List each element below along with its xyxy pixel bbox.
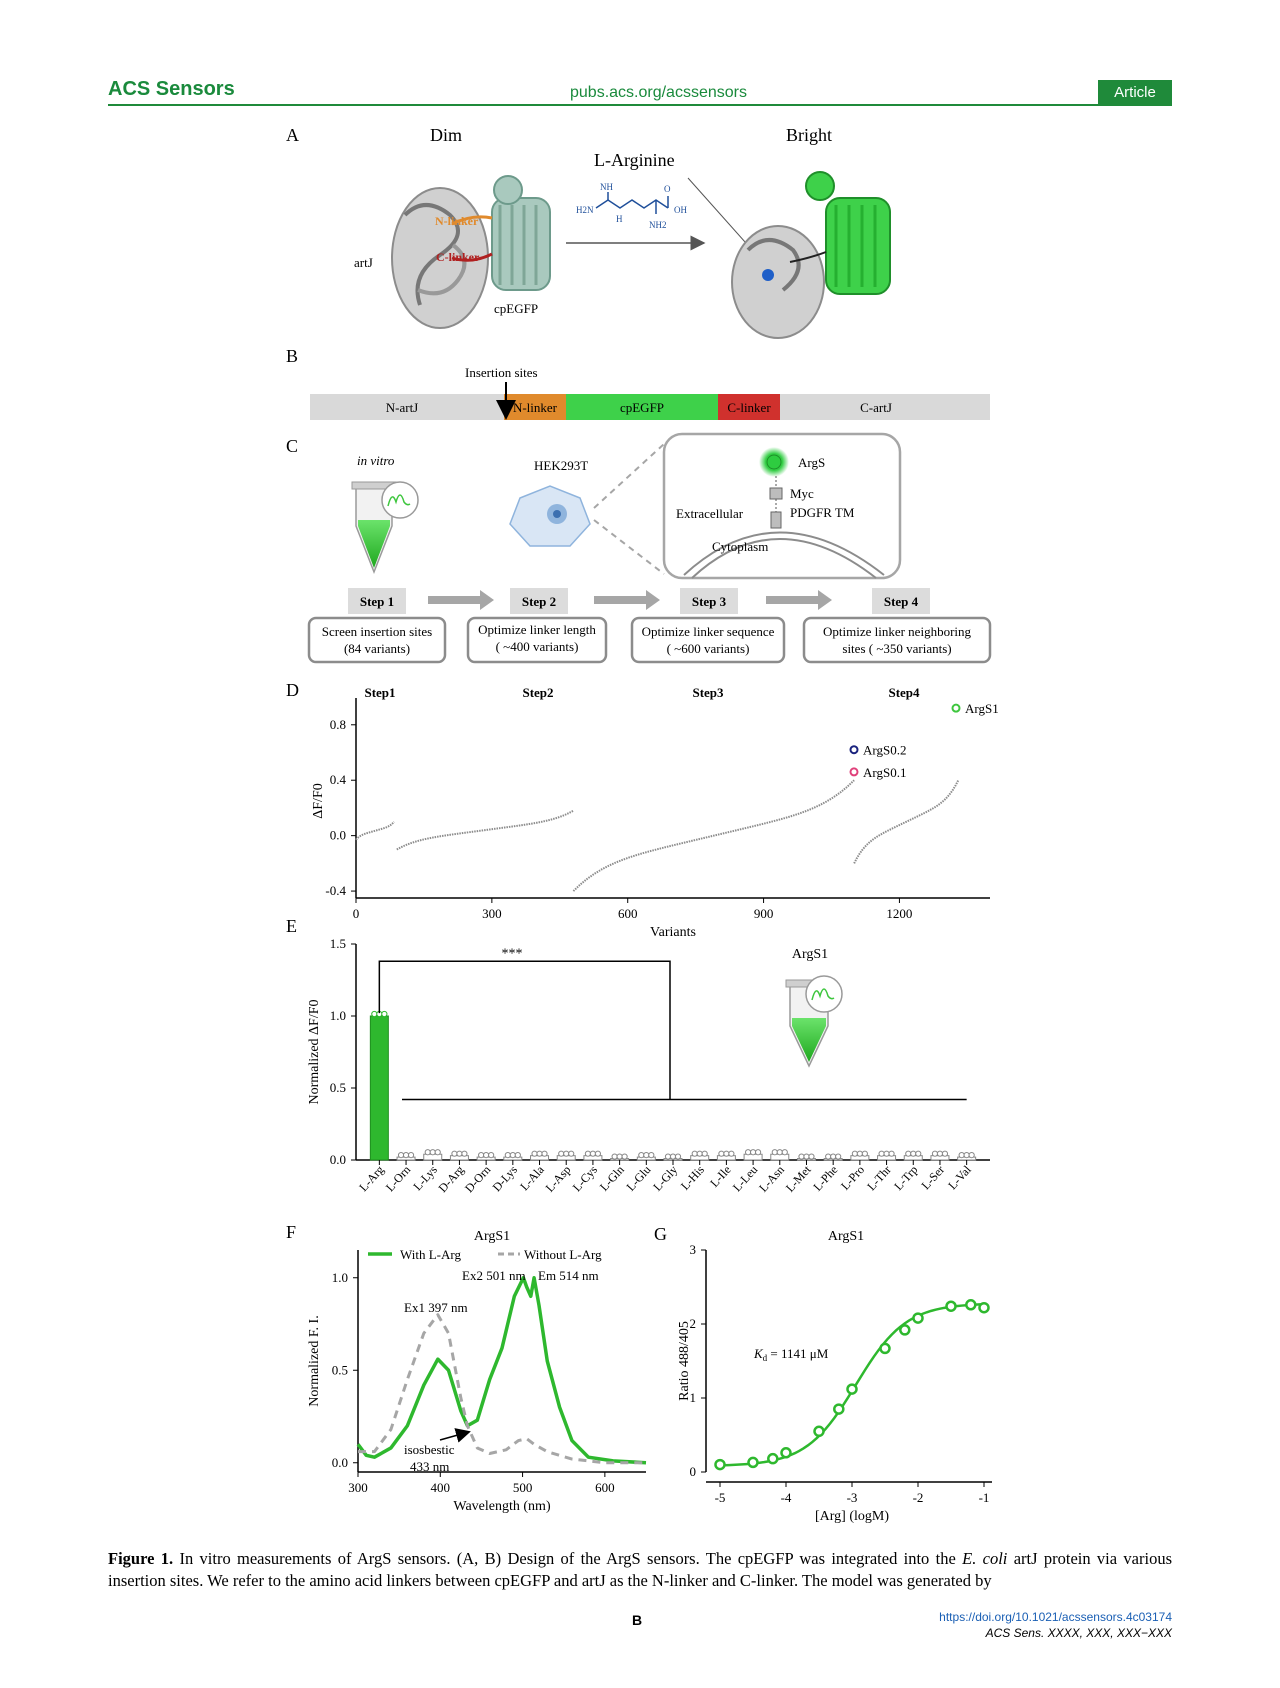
- mol-h: H: [616, 214, 623, 224]
- step-1-text-1: Screen insertion sites: [321, 624, 433, 639]
- e-replicate-point: [884, 1151, 889, 1156]
- e-replicate-point: [942, 1151, 947, 1156]
- e-category-label: L-Arg: [356, 1162, 387, 1195]
- g-data-point: [881, 1344, 890, 1353]
- panel-letter-c: C: [286, 436, 299, 456]
- d-highlight-label: ArgS1: [965, 701, 999, 717]
- myc-tag-icon: [770, 488, 782, 499]
- e-category-label: L-Gln: [596, 1162, 627, 1194]
- mol-nh: NH: [600, 182, 613, 192]
- d-x-tick-label: 900: [753, 906, 774, 921]
- n-linker-label: N-linker: [435, 214, 479, 228]
- d-highlight-marker: [851, 746, 858, 753]
- e-replicate-point: [532, 1151, 537, 1156]
- e-replicate-point: [916, 1151, 921, 1156]
- e-replicate-point: [782, 1150, 787, 1155]
- panel-b: [286, 346, 990, 420]
- e-replicate-point: [879, 1151, 884, 1156]
- cytoplasm-label: Cytoplasm: [712, 539, 769, 554]
- mol-o: O: [664, 184, 671, 194]
- e-y-tick-label: 1.0: [329, 1008, 346, 1023]
- e-y-tick-label: 0.0: [329, 1152, 346, 1167]
- caption-label: Figure 1.: [108, 1549, 174, 1568]
- g-x-tick-label: -4: [780, 1490, 792, 1505]
- e-category-label: D-Orn: [461, 1162, 494, 1196]
- journal-name: ACS Sensors: [108, 78, 235, 100]
- e-replicate-point: [889, 1151, 894, 1156]
- mol-nh2: NH2: [649, 220, 667, 230]
- g-data-point: [966, 1300, 975, 1309]
- g-data-point: [900, 1325, 909, 1334]
- e-replicate-point: [457, 1151, 462, 1156]
- tube-icon-e: [786, 976, 842, 1066]
- e-replicate-point: [372, 1011, 377, 1016]
- step-arrow-1: [428, 590, 494, 610]
- e-replicate-point: [719, 1151, 724, 1156]
- e-category-label: L-Met: [782, 1162, 814, 1195]
- f-x-tick-label: 500: [512, 1480, 533, 1495]
- panel-letter-e: E: [286, 916, 297, 936]
- e-replicate-point: [932, 1151, 937, 1156]
- in-vitro-label: in vitro: [357, 453, 395, 468]
- step-2-label: Step 2: [521, 594, 557, 609]
- g-y-tick-label: 3: [689, 1242, 696, 1257]
- caption-text-2: artJ protein via various insertion sites. We refer to the amino acid linkers between cpEGFP and artJ as the N-linker and C-linker. The model was generated by: [108, 1549, 1172, 1590]
- d-highlight-marker: [851, 768, 858, 775]
- g-x-tick-label: -1: [978, 1490, 990, 1505]
- g-y-axis-label: Ratio 488/405: [677, 1321, 692, 1401]
- c-linker-label: C-linker: [436, 250, 480, 264]
- e-replicate-point: [595, 1151, 600, 1156]
- e-replicate-point: [665, 1154, 670, 1159]
- e-replicate-point: [622, 1154, 627, 1159]
- tube-icon: [352, 482, 418, 572]
- e-replicate-point: [959, 1153, 964, 1158]
- e-replicate-point: [831, 1154, 836, 1159]
- e-replicate-point: [612, 1154, 617, 1159]
- step-4-label: Step 4: [883, 594, 919, 609]
- citation: ACS Sens. XXXX, XXX, XXX−XXX: [985, 1626, 1172, 1640]
- e-category-label: L-His: [677, 1162, 707, 1193]
- step-1-text-2: (84 variants): [343, 641, 411, 656]
- d-step-label: Step4: [888, 685, 920, 700]
- args-label: ArgS: [798, 455, 826, 470]
- e-category-label: L-Gly: [650, 1162, 681, 1194]
- figure-caption: [108, 1548, 1172, 1592]
- f-x-tick-label: 300: [348, 1480, 368, 1495]
- d-step-label: Step2: [522, 685, 554, 700]
- e-category-label: L-Asn: [756, 1162, 788, 1195]
- e-replicate-point: [639, 1153, 644, 1158]
- g-data-point: [980, 1303, 989, 1312]
- e-category-label: L-Thr: [864, 1162, 894, 1194]
- d-x-tick-label: 0: [352, 906, 360, 921]
- artj-label: artJ: [354, 255, 373, 270]
- g-x-tick-label: -5: [714, 1490, 726, 1505]
- g-data-point: [768, 1454, 777, 1463]
- e-replicate-point: [862, 1151, 867, 1156]
- e-replicate-point: [479, 1153, 484, 1158]
- e-replicate-point: [697, 1151, 702, 1156]
- e-replicate-point: [644, 1153, 649, 1158]
- e-replicate-point: [590, 1151, 595, 1156]
- e-replicate-point: [505, 1153, 510, 1158]
- e-category-label: L-Orn: [382, 1162, 414, 1195]
- e-category-label: L-Cys: [569, 1162, 601, 1195]
- e-y-axis-label: Normalized ΔF/F0: [307, 999, 322, 1105]
- d-y-tick-label: 0.4: [329, 772, 346, 788]
- f-x-tick-label: 400: [430, 1480, 451, 1495]
- d-series-step2: [397, 811, 574, 850]
- ligand-label: L-Arginine: [594, 150, 675, 170]
- f-series-with-arg: [358, 1278, 646, 1463]
- e-replicate-point: [745, 1150, 750, 1155]
- e-replicate-point: [750, 1150, 755, 1155]
- e-replicate-point: [462, 1151, 467, 1156]
- e-replicate-point: [430, 1150, 435, 1155]
- doi-link[interactable]: https://doi.org/10.1021/acssensors.4c03174: [939, 1610, 1172, 1624]
- e-replicate-point: [772, 1150, 777, 1155]
- insertion-sites-label: Insertion sites: [465, 365, 538, 380]
- e-category-label: L-Phe: [810, 1162, 841, 1194]
- panel-letter-g: G: [654, 1224, 667, 1244]
- hek-label: HEK293T: [534, 458, 589, 473]
- e-replicate-point: [425, 1150, 430, 1155]
- e-replicate-point: [755, 1150, 760, 1155]
- page-number: B: [632, 1612, 643, 1628]
- e-category-label: L-Trp: [891, 1162, 921, 1193]
- e-replicate-point: [559, 1151, 564, 1156]
- segment-label-c-artj: C-artJ: [860, 400, 892, 415]
- step-3-text-2: ( ~600 variants): [666, 641, 750, 656]
- chart-g-titration: [654, 1224, 992, 1524]
- zoom-line-bottom: [594, 520, 664, 574]
- mol-h2n: H2N: [576, 205, 594, 215]
- e-significance-bracket: [379, 961, 670, 1099]
- e-replicate-point: [724, 1151, 729, 1156]
- step-3-text-1: Optimize linker sequence: [641, 624, 775, 639]
- f-annotation-isosbestic-nm: 433 nm: [410, 1459, 450, 1474]
- d-series-step1: [356, 822, 394, 840]
- e-replicate-point: [585, 1151, 590, 1156]
- e-category-label: L-Ile: [707, 1162, 734, 1190]
- g-data-point: [947, 1302, 956, 1311]
- tm-domain-icon: [771, 512, 781, 528]
- segment-label-n-artj: N-artJ: [385, 400, 419, 415]
- e-category-label: D-Arg: [435, 1162, 467, 1196]
- e-category-label: L-Lys: [410, 1162, 440, 1194]
- myc-label: Myc: [790, 486, 814, 501]
- e-replicate-point: [836, 1154, 841, 1159]
- caption-text-1: In vitro measurements of ArgS sensors. (A, B) Design of the ArgS sensors. The cpEGFP was integrated into the: [173, 1549, 963, 1568]
- panel-letter-a: A: [286, 125, 299, 145]
- e-replicate-point: [702, 1151, 707, 1156]
- e-replicate-point: [489, 1153, 494, 1158]
- d-series-step3: [573, 780, 854, 891]
- g-data-point: [749, 1458, 758, 1467]
- chart-e-specificity: [286, 916, 990, 1195]
- cpegfp-label: cpEGFP: [494, 301, 539, 316]
- segment-label-n-linker: N-linker: [512, 400, 558, 415]
- panel-letter-b: B: [286, 346, 299, 366]
- step-1-label: Step 1: [359, 594, 395, 609]
- protein-bright-illustration: [732, 172, 890, 338]
- d-highlight-label: ArgS0.2: [863, 742, 907, 758]
- e-replicate-point: [408, 1153, 413, 1158]
- g-y-tick-label: 0: [689, 1464, 696, 1479]
- e-replicate-point: [435, 1150, 440, 1155]
- f-annotation-ex2: Ex2 501 nm: [462, 1268, 526, 1283]
- e-replicate-point: [382, 1011, 387, 1016]
- e-replicate-point: [675, 1154, 680, 1159]
- extracellular-label: Extracellular: [676, 506, 744, 521]
- e-title: ArgS1: [791, 947, 829, 962]
- g-y-tick-label: 1: [689, 1390, 696, 1405]
- f-annotation-em: Em 514 nm: [538, 1268, 599, 1283]
- e-category-label: L-Val: [945, 1162, 974, 1193]
- d-series-step4: [854, 780, 958, 863]
- f-annotation-ex1: Ex1 397 nm: [404, 1300, 468, 1315]
- d-x-tick-label: 1200: [886, 906, 913, 921]
- g-data-point: [848, 1385, 857, 1394]
- e-replicate-point: [969, 1153, 974, 1158]
- d-step-label: Step3: [692, 685, 724, 700]
- arginine-structure: [576, 182, 687, 230]
- bright-label: Bright: [786, 125, 833, 145]
- e-replicate-point: [777, 1150, 782, 1155]
- f-y-axis-label: Normalized F. I.: [307, 1315, 322, 1407]
- cell-icon: [510, 486, 590, 546]
- panel-letter-d: D: [286, 680, 299, 700]
- e-replicate-point: [515, 1153, 520, 1158]
- step-arrow-2: [594, 590, 660, 610]
- chart-d-screening: [286, 680, 999, 940]
- panel-a: [286, 125, 890, 338]
- f-y-tick-label: 0.0: [331, 1454, 348, 1470]
- journal-url[interactable]: pubs.acs.org/acssensors: [570, 84, 747, 101]
- e-replicate-point: [964, 1153, 969, 1158]
- e-category-label: L-Ser: [918, 1162, 948, 1193]
- e-replicate-point: [826, 1154, 831, 1159]
- g-data-point: [815, 1427, 824, 1436]
- e-replicate-point: [937, 1151, 942, 1156]
- e-replicate-point: [564, 1151, 569, 1156]
- f-isosbestic-arrow: [440, 1432, 469, 1440]
- e-replicate-point: [398, 1153, 403, 1158]
- d-step-label: Step1: [364, 685, 396, 700]
- g-data-point: [716, 1460, 725, 1469]
- step-4-text-2: sites ( ~350 variants): [842, 641, 952, 656]
- panel-letter-f: F: [286, 1222, 297, 1242]
- d-x-axis-label: Variants: [650, 925, 696, 940]
- f-legend-with: With L-Arg: [400, 1247, 461, 1262]
- step-arrow-3: [766, 590, 832, 610]
- e-category-label: D-Lys: [489, 1162, 521, 1195]
- e-y-tick-label: 1.5: [329, 936, 346, 951]
- g-y-tick-label: 2: [689, 1316, 696, 1331]
- e-replicate-point: [804, 1154, 809, 1159]
- g-data-point: [782, 1448, 791, 1457]
- e-category-label: L-Glu: [623, 1162, 654, 1194]
- e-replicate-point: [649, 1153, 654, 1158]
- e-replicate-point: [692, 1151, 697, 1156]
- d-x-tick-label: 600: [617, 906, 638, 921]
- dim-label: Dim: [430, 125, 463, 145]
- article-badge: Article: [1098, 80, 1172, 106]
- f-x-tick-label: 600: [595, 1480, 615, 1495]
- g-x-tick-label: -3: [846, 1490, 858, 1505]
- step-4-text-1: Optimize linker neighboring: [822, 624, 972, 639]
- e-replicate-point: [542, 1151, 547, 1156]
- g-x-tick-label: -2: [912, 1490, 924, 1505]
- d-y-tick-label: -0.4: [325, 883, 346, 899]
- g-data-point: [834, 1405, 843, 1414]
- g-kd-label: $K_d = 1141$ μM: [754, 1346, 829, 1363]
- e-replicate-point: [484, 1153, 489, 1158]
- step-2-text-2: ( ~400 variants): [495, 639, 579, 654]
- f-title: ArgS1: [473, 1229, 511, 1244]
- e-replicate-point: [537, 1151, 542, 1156]
- segment-label-cpegfp: cpEGFP: [619, 400, 665, 415]
- e-category-label: L-Ala: [517, 1162, 547, 1194]
- caption-italic-ecoli: E. coli: [962, 1549, 1008, 1568]
- f-y-tick-label: 0.5: [331, 1362, 348, 1378]
- e-category-label: L-Pro: [837, 1162, 868, 1193]
- f-series-without-arg: [358, 1315, 646, 1463]
- e-replicate-point: [617, 1154, 622, 1159]
- e-category-label: L-Asp: [542, 1162, 574, 1195]
- e-category-label: L-Leu: [729, 1162, 761, 1195]
- e-significance-stars: ***: [501, 946, 523, 962]
- e-replicate-point: [670, 1154, 675, 1159]
- e-replicate-point: [857, 1151, 862, 1156]
- g-title: ArgS1: [827, 1229, 865, 1244]
- e-replicate-point: [809, 1154, 814, 1159]
- zoom-line-top: [594, 444, 664, 508]
- e-replicate-point: [799, 1154, 804, 1159]
- g-data-point: [914, 1314, 923, 1323]
- g-x-axis-label: [Arg] (logM): [814, 1509, 890, 1524]
- pdgfr-label: PDGFR TM: [790, 505, 855, 520]
- e-replicate-point: [510, 1153, 515, 1158]
- segment-label-c-linker: C-linker: [727, 400, 771, 415]
- mol-oh: OH: [674, 205, 687, 215]
- f-legend-without: Without L-Arg: [524, 1247, 602, 1262]
- d-y-tick-label: 0.8: [329, 716, 346, 732]
- e-replicate-point: [403, 1153, 408, 1158]
- e-replicate-point: [452, 1151, 457, 1156]
- f-y-tick-label: 1.0: [331, 1269, 348, 1285]
- d-highlight-label: ArgS0.1: [863, 764, 907, 780]
- e-bar-l-arg: [370, 1016, 388, 1160]
- f-annotation-isosbestic: isosbestic: [404, 1442, 455, 1457]
- d-y-axis-label: ΔF/F0: [311, 783, 326, 819]
- e-replicate-point: [906, 1151, 911, 1156]
- panel-c: [286, 434, 990, 662]
- step-2-text-1: Optimize linker length: [478, 622, 596, 637]
- e-replicate-point: [729, 1151, 734, 1156]
- d-y-tick-label: 0.0: [329, 827, 346, 843]
- e-replicate-point: [911, 1151, 916, 1156]
- e-y-tick-label: 0.5: [329, 1080, 346, 1095]
- chart-f-spectra: [286, 1222, 646, 1514]
- e-replicate-point: [852, 1151, 857, 1156]
- f-x-axis-label: Wavelength (nm): [453, 1499, 551, 1514]
- d-x-tick-label: 300: [482, 906, 502, 921]
- e-replicate-point: [569, 1151, 574, 1156]
- d-highlight-marker: [953, 705, 960, 712]
- step-3-label: Step 3: [691, 594, 727, 609]
